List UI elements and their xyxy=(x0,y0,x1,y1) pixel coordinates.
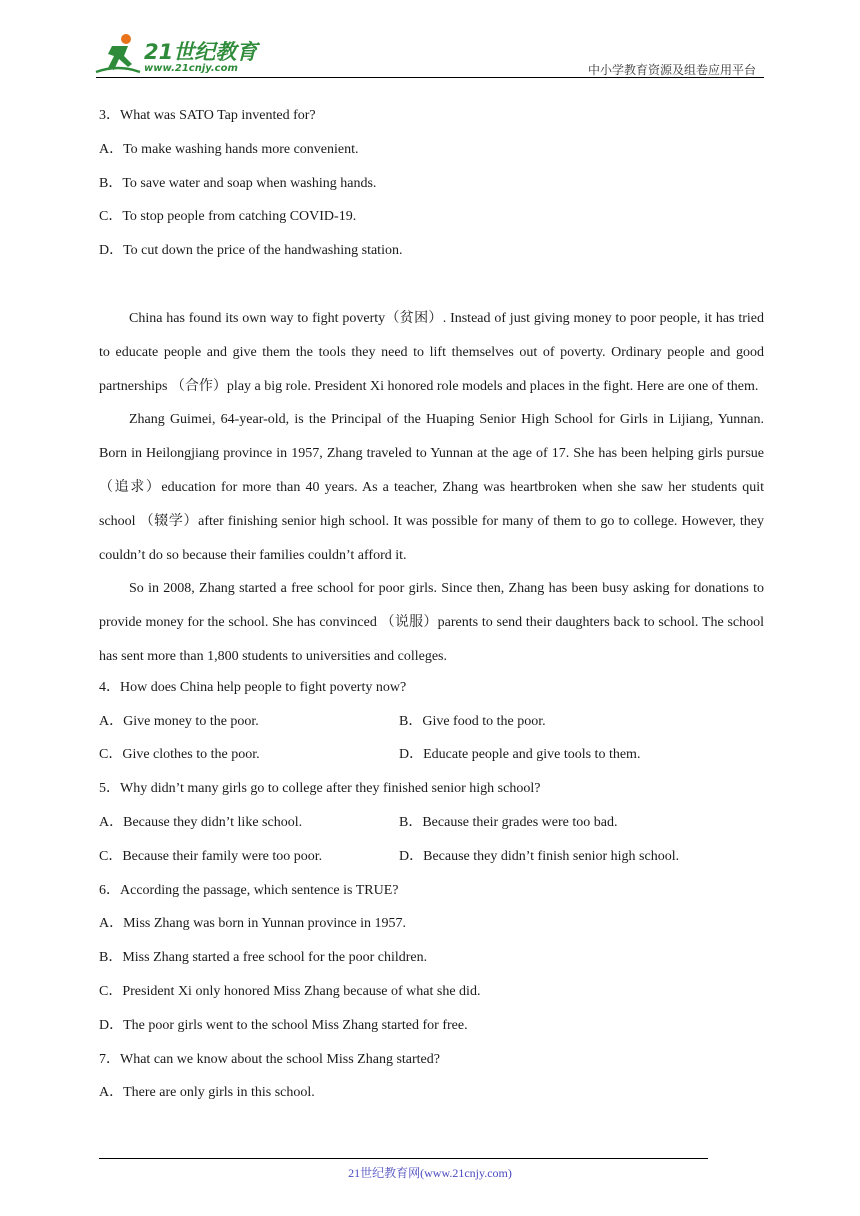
q3-option-a: A．To make washing hands more convenient. xyxy=(99,141,359,157)
logo-brand-text: 21世纪教育 xyxy=(144,40,258,64)
q6-option-d: D．The poor girls went to the school Miss Zhang started for free. xyxy=(99,1017,468,1033)
footer-text: 21世纪教育网(www.21cnjy.com) xyxy=(348,1166,512,1180)
q6-option-a: A．Miss Zhang was born in Yunnan province in 1957. xyxy=(99,916,407,932)
page-header xyxy=(0,0,860,80)
q4-option-a: A．Give money to the poor. xyxy=(99,713,259,729)
question-5: 5．Why didn’t many girls go to college after they finished senior high school? xyxy=(99,781,541,797)
q3-option-c: C．To stop people from catching COVID-19. xyxy=(99,209,357,225)
spacer xyxy=(99,271,764,305)
q4-option-c: C．Give clothes to the poor. xyxy=(99,747,260,763)
logo xyxy=(94,32,264,78)
passage-paragraph-1: China has found its own way to fight poverty（贫困）. Instead of just giving money to poor people, it has tried to educate people and give them the tools they need to lift themselves out of poverty. Ordinary people and good partnerships （合作）play a big role. President Xi honored role models and places in the fight. Here are one of them. xyxy=(99,310,764,394)
q5-options-row-2 xyxy=(99,843,764,877)
question-3: 3．What was SATO Tap invented for? xyxy=(99,108,316,123)
q5-option-c: C．Because their family were too poor. xyxy=(99,848,323,864)
runner-logo-icon xyxy=(94,32,142,78)
q4-option-b: B．Give food to the poor. xyxy=(399,713,546,729)
q3-option-d: D．To cut down the price of the handwashing station. xyxy=(99,243,403,259)
q6-option-b: B．Miss Zhang started a free school for the poor children. xyxy=(99,950,428,966)
passage-paragraph-2: Zhang Guimei, 64-year-old, is the Principal of the Huaping Senior High School for Girls in Lijiang, Yunnan. Born in Heilongjiang province in 1957, Zhang traveled to Yunnan at the age of 17. She has been helping girls pursue （追求）education for more than 40 years. As a teacher, Zhang was heartbroken when she saw her students quit school （辍学）after finishing senior high school. It was possible for many of them to go to college. However, they couldn’t do so because their families couldn’t afford it. xyxy=(99,412,764,563)
header-divider xyxy=(96,77,764,78)
header-platform-name: 中小学教育资源及组卷应用平台 xyxy=(587,63,756,77)
q4-options-row-2 xyxy=(99,741,764,775)
q5-option-d: D．Because they didn’t finish senior high school. xyxy=(399,848,680,864)
q3-option-b: B．To save water and soap when washing hands. xyxy=(99,175,377,191)
logo-url-text: www.21cnjy.com xyxy=(144,63,238,74)
footer-divider xyxy=(99,1158,708,1159)
q5-option-b: B．Because their grades were too bad. xyxy=(399,814,618,830)
question-4: 4．How does China help people to fight poverty now? xyxy=(99,679,407,695)
q6-option-c: C．President Xi only honored Miss Zhang because of what she did. xyxy=(99,983,481,999)
q4-options-row-1 xyxy=(99,708,764,742)
question-6: 6．According the passage, which sentence is TRUE? xyxy=(99,882,399,898)
q4-option-d: D．Educate people and give tools to them. xyxy=(399,747,641,763)
q7-option-a: A．There are only girls in this school. xyxy=(99,1085,315,1101)
passage-paragraph-3: So in 2008, Zhang started a free school for poor girls. Since then, Zhang has been busy asking for donations to provide money for the school. She has convinced （说服）parents to send their daughters back to school. The school has sent more than 1,800 students to universities and colleges. xyxy=(99,581,764,664)
q5-options-row-1 xyxy=(99,809,764,843)
question-7: 7．What can we know about the school Miss Zhang started? xyxy=(99,1051,440,1067)
document-body xyxy=(99,102,764,1113)
q5-option-a: A．Because they didn’t like school. xyxy=(99,814,303,830)
